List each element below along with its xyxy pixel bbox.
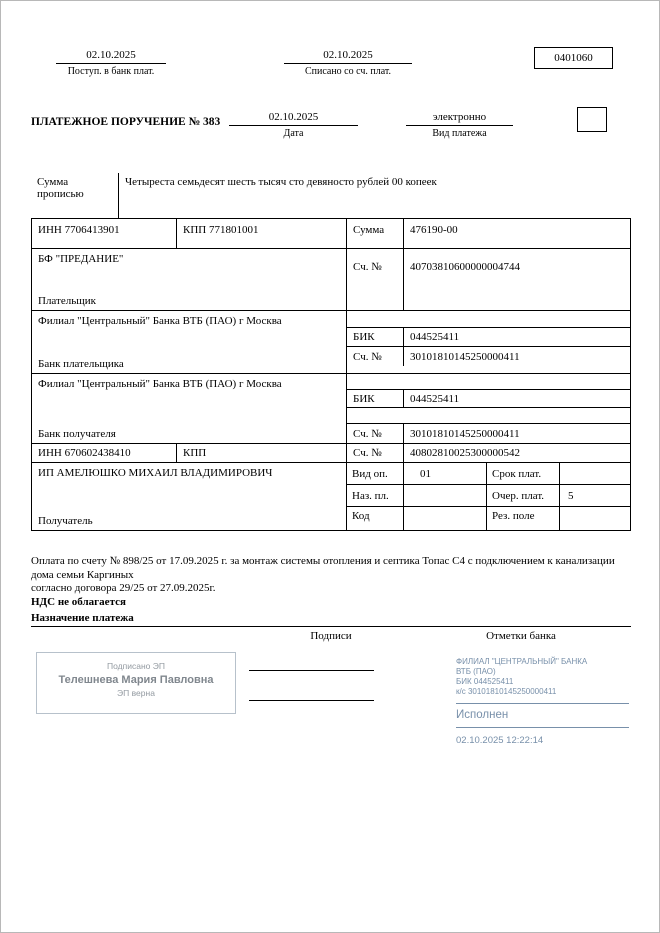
payer-bank-section-label: Банк плательщика [38, 358, 124, 370]
payee-bank-codes [347, 374, 630, 443]
bank-marks-label: Отметки банка [486, 630, 556, 642]
payer-bank-bik: 044525411 [410, 331, 460, 343]
ep-signed-label: Подписано ЭП [107, 661, 165, 671]
payer-name: БФ "ПРЕДАНИЕ" [38, 253, 124, 265]
bank-stamp-corr-account: к/с 30101810145250000411 [456, 687, 557, 696]
received-date-label: Поступ. в банк плат. [67, 66, 155, 77]
payee-bank-bik-label: БИК [347, 390, 404, 407]
payee-block [32, 463, 630, 530]
payer-kpp: КПП 771801001 [177, 219, 347, 248]
payer-bank-cell [32, 311, 347, 373]
purpose-line-1: Оплата по счету № 898/25 от 17.09.2025 г. за монтаж системы отопления и септика Топас С4 с подключением к канализации дома семьи Каргиных [31, 555, 615, 581]
payee-account: 40802810025300000542 [410, 447, 520, 459]
doc-date-label: Дата [283, 128, 304, 139]
amount-label: Сумма [347, 219, 404, 248]
payer-bank-bik-row [347, 328, 630, 347]
received-date-field [56, 49, 166, 77]
doc-date-value: 02.10.2025 [229, 111, 358, 126]
ep-signature-stamp [36, 652, 236, 714]
payee-cell [32, 463, 347, 530]
payment-type-label: Вид платежа [432, 128, 487, 139]
debited-date-field [284, 49, 412, 77]
code-label: Код [347, 507, 404, 530]
payment-type-field [406, 111, 513, 139]
op-type-label: Вид оп. [347, 463, 404, 484]
payer-bank-account-label: Сч. № [347, 347, 404, 366]
due-label: Срок плат. [487, 463, 560, 484]
purpose-code-label: Наз. пл. [347, 485, 404, 506]
document-title: ПЛАТЕЖНОЕ ПОРУЧЕНИЕ № 383 [31, 116, 221, 128]
payee-bank-account: 30101810145250000411 [410, 427, 520, 440]
purpose-line-2: согласно договора 29/25 от 27.09.2025г. [31, 582, 216, 594]
payee-account-label: Сч. № [347, 444, 404, 462]
amount-words-row [31, 173, 631, 219]
bank-stamp-timestamp: 02.10.2025 12:22:14 [456, 735, 544, 746]
status-box [577, 107, 607, 132]
payee-bank-cell [32, 374, 347, 443]
amount-words-label: Сумма прописью [31, 173, 119, 218]
reserve-label: Рез. поле [487, 507, 560, 530]
payee-details [347, 463, 630, 530]
payee-bank-account-row [347, 423, 630, 443]
payee-inn-row [32, 444, 630, 463]
payee-name: ИП АМЕЛЮШКО МИХАИЛ ВЛАДИМИРОВИЧ [38, 467, 273, 479]
op-type-row [347, 463, 630, 485]
signatures-label: Подписи [310, 630, 352, 642]
payer-bank-codes [347, 311, 630, 373]
debited-date-label: Списано со сч. плат. [304, 66, 392, 77]
payee-kpp-label: КПП [177, 444, 347, 462]
payer-cell [32, 249, 347, 310]
doc-date-field [229, 111, 358, 139]
bank-stamp-status: Исполнен [456, 709, 509, 721]
priority-row [347, 485, 630, 507]
bank-stamp-bik: БИК 044525411 [456, 677, 514, 686]
purpose-code-value [404, 485, 487, 506]
payee-bank-name: Филиал "Центральный" Банка ВТБ (ПАО) г Москва [38, 378, 282, 390]
payer-block [32, 249, 630, 311]
payer-account-label: Сч. № [347, 249, 404, 310]
payment-purpose-label: Назначение платежа [31, 612, 134, 624]
payer-bank-block [32, 311, 630, 374]
payment-type-value: электронно [406, 111, 513, 126]
signature-line-1 [249, 670, 374, 671]
payee-bank-bik-row [347, 390, 630, 408]
payer-bank-name: Филиал "Центральный" Банка ВТБ (ПАО) г Москва [38, 315, 282, 327]
code-row [347, 507, 630, 530]
priority-value: 5 [568, 489, 574, 502]
op-type-value: 01 [404, 463, 487, 484]
code-value [404, 507, 487, 530]
payment-purpose-text [31, 555, 631, 609]
payer-bank-account: 30101810145250000411 [410, 350, 520, 363]
bank-stamp [456, 657, 629, 746]
payee-bank-account-label: Сч. № [347, 424, 404, 443]
amount-value: 476190-00 [410, 224, 458, 236]
payer-account: 40703810600000004744 [410, 261, 520, 273]
bank-stamp-branch-line1: ФИЛИАЛ "ЦЕНТРАЛЬНЫЙ" БАНКА [456, 657, 588, 666]
payee-section-label: Получатель [38, 515, 93, 527]
payment-purpose-section [31, 555, 631, 627]
payee-inn: ИНН 670602438410 [32, 444, 177, 462]
payer-section-label: Плательщик [38, 295, 96, 307]
form-code-box: 0401060 [534, 47, 613, 69]
payer-bank-account-row [347, 347, 630, 366]
ep-signer-name: Телешнева Мария Павловна [58, 674, 214, 686]
debited-date-value: 02.10.2025 [284, 49, 412, 64]
purpose-line-3: НДС не облагается [31, 595, 126, 608]
bank-stamp-branch-line2: ВТБ (ПАО) [456, 667, 496, 676]
received-date-value: 02.10.2025 [56, 49, 166, 64]
payee-bank-bik: 044525411 [410, 392, 460, 405]
signature-line-2 [249, 700, 374, 701]
payee-bank-block [32, 374, 630, 444]
payer-inn-row [32, 219, 630, 249]
reserve-value [560, 507, 630, 530]
payer-bank-bik-label: БИК [347, 328, 404, 346]
payment-table [31, 173, 631, 531]
payee-bank-section-label: Банк получателя [38, 428, 116, 440]
ep-valid-label: ЭП верна [117, 688, 155, 698]
priority-label: Очер. плат. [487, 485, 560, 506]
amount-words-value: Четыреста семьдесят шесть тысяч сто девяносто рублей 00 копеек [125, 176, 437, 188]
payer-inn: ИНН 7706413901 [32, 219, 177, 248]
